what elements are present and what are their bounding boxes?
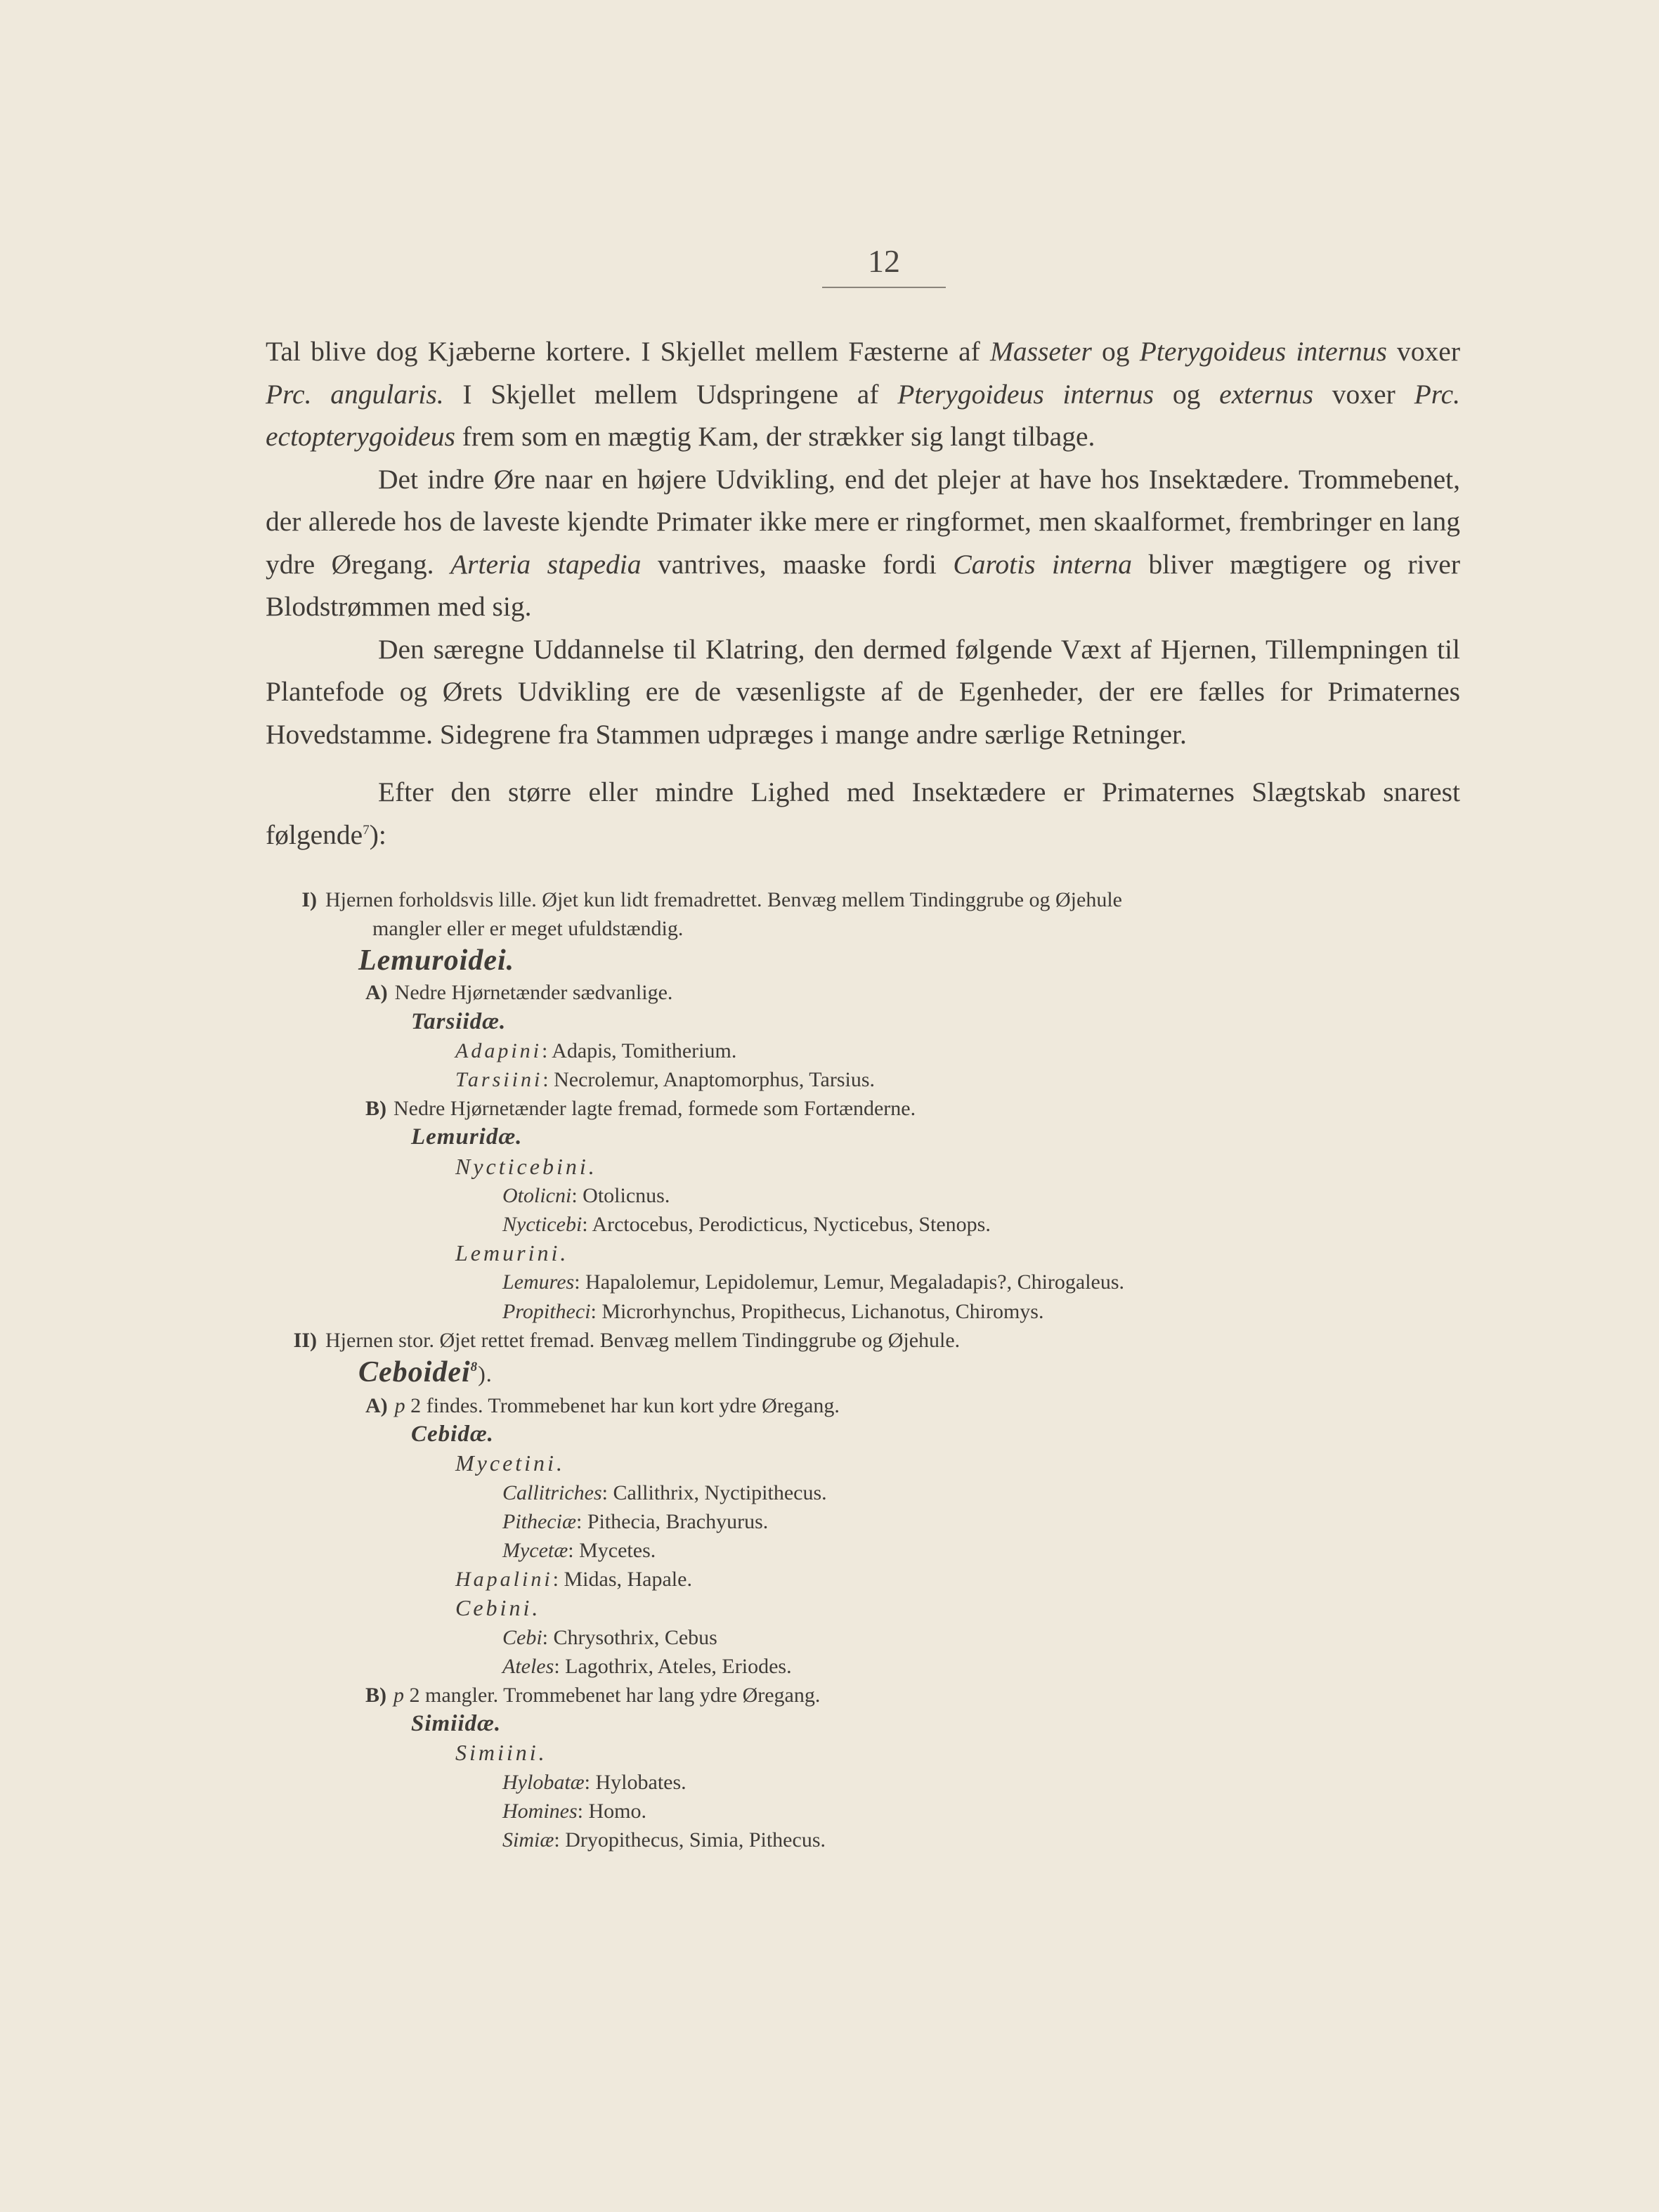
primate-classification: [266, 885, 1460, 1854]
subtribe-name: Otolicni: [502, 1183, 572, 1207]
subtribe-pitheciae: [266, 1507, 1460, 1536]
paragraph: [266, 330, 1460, 458]
tribe-cebini: Cebini.: [455, 1595, 541, 1621]
subtribe-name: Propitheci: [502, 1299, 591, 1323]
section-description: 2 mangler. Trommebenet har lang ydre Øregang.: [404, 1684, 821, 1707]
family-tarsiidae: Tarsiidæ.: [411, 1008, 507, 1034]
genera-list: : Arctocebus, Perodicticus, Nycticebus, Stenops.: [582, 1213, 991, 1237]
subtribe-cebi: [266, 1623, 1460, 1652]
italic-term: Arteria stapedia: [450, 548, 642, 580]
group-1-numeral: I): [301, 888, 317, 911]
genera-list: : Lagothrix, Ateles, Eriodes.: [554, 1654, 792, 1678]
group-2-description: Hjernen stor. Øjet rettet fremad. Benvæg mellem Tindinggrube og Øjehule.: [325, 1328, 961, 1352]
subtribe-name: Pitheciæ: [502, 1509, 576, 1533]
text-run: I Skjellet mellem Udspringene af: [443, 378, 898, 410]
section-label: B): [365, 1684, 386, 1707]
tribe-mycetini: Mycetini.: [455, 1450, 565, 1476]
suborder-punct: ).: [478, 1361, 493, 1387]
italic-term: Masseter: [990, 336, 1092, 367]
section-description: 2 findes. Trommebenet har kun kort ydre Øregang.: [405, 1394, 840, 1418]
genera-list: : Microrhynchus, Propithecus, Lichanotus, Chiromys.: [590, 1299, 1044, 1323]
subtribe-name: Ateles: [502, 1654, 554, 1678]
genera-list: : Necrolemur, Anaptomorphus, Tarsius.: [542, 1068, 876, 1092]
suborder-name: Ceboidei: [358, 1356, 471, 1389]
text-run: Tal blive dog Kjæberne kortere. I Skjellet mellem Fæsterne af: [266, 336, 991, 367]
subtribe-lemures: [266, 1268, 1460, 1296]
text-run: Den særegne Uddannelse til Klatring, den dermed følgende Væxt af Hjernen, Tillempningen til Plantefode og Ørets Udvikling ere de væsenligste af de Egenheder, der ere fælles for Primaternes Hovedstamme. Sidegrene fra Stammen udpræges i mange andre særlige Retninger.: [266, 633, 1460, 750]
group-1-heading: [266, 885, 1460, 914]
subtribe-name: Mycetæ: [502, 1539, 568, 1563]
text-run: voxer: [1386, 336, 1460, 367]
subtribe-name: Nycticebi: [502, 1213, 583, 1237]
genera-list: : Hapalolemur, Lepidolemur, Lemur, Megaladapis?, Chirogaleus.: [574, 1270, 1125, 1294]
text-run: frem som en mægtig Kam, der strækker sig langt tilbage.: [455, 421, 1095, 452]
italic-term: Prc. ectopterygoideus: [266, 378, 1461, 452]
text-run: voxer: [1313, 378, 1414, 410]
subtribe-mycetae: [266, 1536, 1460, 1565]
group-2-section-a: [266, 1391, 1460, 1420]
genera-list: : Dryopithecus, Simia, Pithecus.: [554, 1828, 826, 1852]
italic-term: externus: [1219, 378, 1313, 410]
group-1-section-b: [266, 1094, 1460, 1123]
subtribe-name: Homines: [502, 1799, 578, 1823]
genera-list: : Callithrix, Nyctipithecus.: [601, 1481, 827, 1504]
tribe-name: Adapini: [455, 1039, 542, 1062]
genera-list: : Otolicnus.: [571, 1183, 670, 1207]
subtribe-callitriches: [266, 1478, 1460, 1507]
suborder-lemuroidei: Lemuroidei.: [358, 944, 515, 977]
tribe-lemurini: Lemurini.: [455, 1240, 569, 1266]
section-description: Nedre Hjørnetænder sædvanlige.: [394, 981, 673, 1005]
tribe-nycticebini: Nycticebini.: [455, 1153, 597, 1179]
genera-list: : Adapis, Tomitherium.: [542, 1039, 737, 1062]
italic-term: Prc. angularis.: [266, 378, 444, 410]
group-2-heading: [266, 1326, 1460, 1355]
page-number: 12: [822, 242, 946, 288]
text-run: bliver mægtigere og river Blodstrømmen med sig.: [266, 548, 1460, 622]
premolar-symbol: p: [394, 1394, 405, 1418]
subtribe-propitheci: [266, 1297, 1460, 1326]
suborder-ceboidei: [266, 1355, 1460, 1391]
family-cebidae: Cebidæ.: [411, 1421, 494, 1447]
genera-list: : Homo.: [577, 1799, 646, 1823]
text-run: og: [1154, 378, 1220, 410]
group-1-section-a: [266, 978, 1460, 1007]
group-2-numeral: II): [293, 1328, 317, 1352]
paragraph: [266, 458, 1460, 628]
italic-term: Pterygoideus internus: [897, 378, 1154, 410]
text-run: vantrives, maaske fordi: [641, 548, 954, 580]
subtribe-name: Callitriches: [502, 1481, 602, 1504]
subtribe-otolicni: [266, 1181, 1460, 1210]
section-label: B): [365, 1097, 386, 1121]
paragraph: [266, 628, 1460, 756]
section-description: Nedre Hjørnetænder lagte fremad, formede som Fortænderne.: [393, 1097, 916, 1121]
tribe-name: Hapalini: [455, 1568, 553, 1592]
genera-list: : Mycetes.: [568, 1539, 656, 1563]
tribe-hapalini: [266, 1565, 1460, 1594]
text-run: ):: [369, 819, 386, 850]
premolar-symbol: p: [393, 1684, 404, 1707]
subtribe-ateles: [266, 1652, 1460, 1681]
text-run: og: [1091, 336, 1140, 367]
genera-list: : Pithecia, Brachyurus.: [575, 1509, 769, 1533]
subtribe-nycticebi: [266, 1210, 1460, 1239]
group-2-section-b: [266, 1681, 1460, 1710]
text-run: Det indre Øre naar en højere Udvikling, end det plejer at have hos Insektædere. Trommebenet, der allerede hos de laveste kjendte Primater ikke mere er ringformet, men skaalformet, frembringer en lang ydre Øregang.: [266, 463, 1460, 580]
tribe-name: Tarsiini: [455, 1068, 543, 1092]
subtribe-hylobatae: [266, 1768, 1460, 1797]
italic-term: Pterygoideus internus: [1139, 336, 1387, 367]
genera-list: : Hylobates.: [584, 1770, 687, 1794]
group-1-description: Hjernen forholdsvis lille. Øjet kun lidt fremadrettet. Benvæg mellem Tindinggrube og Øjehule: [325, 888, 1122, 911]
section-label: A): [365, 1394, 388, 1418]
italic-term: Carotis interna: [953, 548, 1133, 580]
tribe-adapini: [266, 1036, 1460, 1065]
family-lemuridae: Lemuridæ.: [411, 1124, 523, 1150]
text-run: Efter den større eller mindre Lighed med Insektædere er Primaternes Slægtskab snarest følgende: [266, 776, 1460, 850]
footnote-ref: 8: [470, 1360, 479, 1375]
tribe-simiini: Simiini.: [455, 1740, 547, 1766]
subtribe-name: Hylobatæ: [502, 1770, 585, 1794]
subtribe-name: Simiæ: [502, 1828, 554, 1852]
footnote-ref: 7: [363, 822, 370, 838]
genera-list: : Midas, Hapale.: [552, 1568, 692, 1592]
section-label: A): [365, 981, 388, 1005]
genera-list: : Chrysothrix, Cebus: [542, 1625, 717, 1649]
subtribe-homines: [266, 1797, 1460, 1826]
body-text: [266, 330, 1460, 856]
tribe-tarsiini: [266, 1065, 1460, 1094]
group-1-description-cont: mangler eller er meget ufuldstændig.: [372, 917, 684, 941]
subtribe-name: Lemures: [502, 1270, 575, 1294]
subtribe-name: Cebi: [502, 1625, 542, 1649]
paragraph: [266, 771, 1460, 856]
subtribe-simiae: [266, 1826, 1460, 1854]
family-simiidae: Simiidæ.: [411, 1711, 502, 1737]
